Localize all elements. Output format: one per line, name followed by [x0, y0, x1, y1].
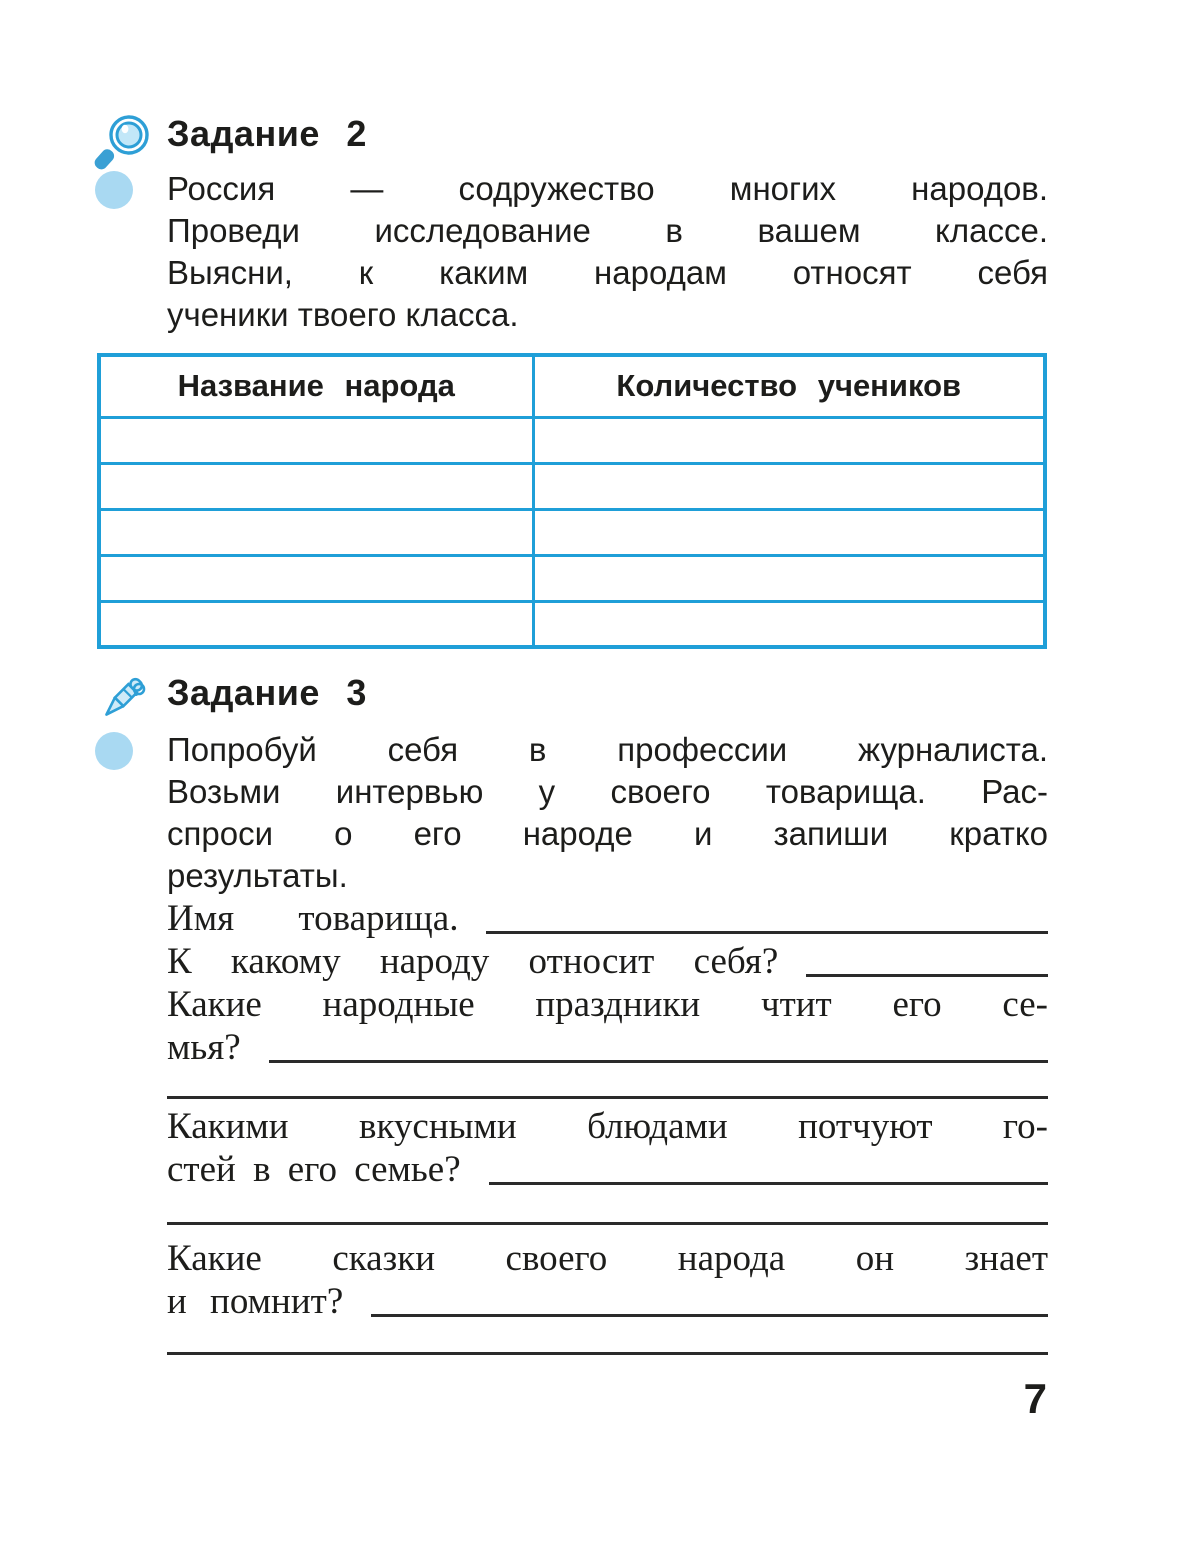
task3-intro — [0, 729, 1200, 897]
answer-line — [371, 1314, 1048, 1317]
intro-text-line: Россия — содружество многих народов. — [167, 170, 1048, 207]
table-row — [99, 417, 1045, 463]
interview-row — [167, 1237, 1048, 1280]
interview-row — [167, 1026, 1048, 1069]
task2-heading-row — [0, 112, 1200, 156]
answer-line-full — [167, 1323, 1048, 1355]
intro-text-line: результаты. — [167, 857, 348, 894]
interview-row — [167, 1148, 1048, 1191]
magnifier-icon — [92, 108, 154, 174]
answer-line — [489, 1182, 1048, 1185]
table-cell-empty — [533, 601, 1045, 647]
question-text: и помнит? — [167, 1281, 344, 1322]
task2-intro — [0, 168, 1200, 336]
answer-line — [486, 931, 1048, 934]
interview-row — [167, 1280, 1048, 1323]
table-cell-empty — [99, 555, 533, 601]
question-text: Имя товарища. — [167, 898, 459, 939]
intro-text-line: ученики твоего класса. — [167, 296, 519, 333]
table-header-row — [99, 355, 1045, 417]
interview-row — [167, 897, 1048, 940]
table-header-name: Название народа — [99, 355, 533, 417]
task3-title: Задание 3 — [167, 672, 367, 713]
table-cell-empty — [533, 417, 1045, 463]
intro-text-line: спроси о его народе и запиши кратко — [167, 815, 1048, 852]
table-cell-empty — [533, 509, 1045, 555]
table-cell-empty — [99, 417, 533, 463]
table-cell-empty — [99, 601, 533, 647]
question-text: мья? — [167, 1027, 241, 1068]
table-row — [99, 555, 1045, 601]
answer-line-full — [167, 1069, 1048, 1099]
interview-section — [0, 897, 1200, 1423]
answer-line — [269, 1060, 1048, 1063]
task3-heading-row — [0, 671, 1200, 715]
question-text: стей в его семье? — [167, 1149, 461, 1190]
peoples-table — [97, 353, 1047, 649]
table-cell-empty — [533, 555, 1045, 601]
pen-icon — [92, 667, 154, 733]
question-text: Какие народные праздники чтит его се- — [167, 984, 1048, 1025]
page-number-row — [167, 1375, 1048, 1423]
interview-row — [167, 983, 1048, 1026]
answer-line-full — [167, 1191, 1048, 1225]
table-cell-empty — [99, 509, 533, 555]
question-text: К какому народу относит себя? — [167, 941, 779, 982]
table-cell-empty — [533, 463, 1045, 509]
page-number: 7 — [1023, 1375, 1048, 1422]
question-text: Какими вкусными блюдами потчуют го- — [167, 1106, 1048, 1147]
intro-text-line: Попробуй себя в профессии журналиста. — [167, 731, 1048, 768]
task-bullet-icon — [95, 171, 133, 209]
task2-title: Задание 2 — [167, 113, 367, 154]
table-header-count: Количество учеников — [533, 355, 1045, 417]
table-row — [99, 463, 1045, 509]
table-row — [99, 509, 1045, 555]
interview-row — [167, 940, 1048, 983]
table-cell-empty — [99, 463, 533, 509]
interview-row — [167, 1105, 1048, 1148]
intro-text-line: Выясни, к каким народам относят себя — [167, 254, 1048, 291]
answer-line — [806, 974, 1048, 977]
table-row — [99, 601, 1045, 647]
task-bullet-icon — [95, 732, 133, 770]
question-text: Какие сказки своего народа он знает — [167, 1238, 1048, 1279]
intro-text-line: Проведи исследование в вашем классе. — [167, 212, 1048, 249]
intro-text-line: Возьми интервью у своего товарища. Рас- — [167, 773, 1048, 810]
